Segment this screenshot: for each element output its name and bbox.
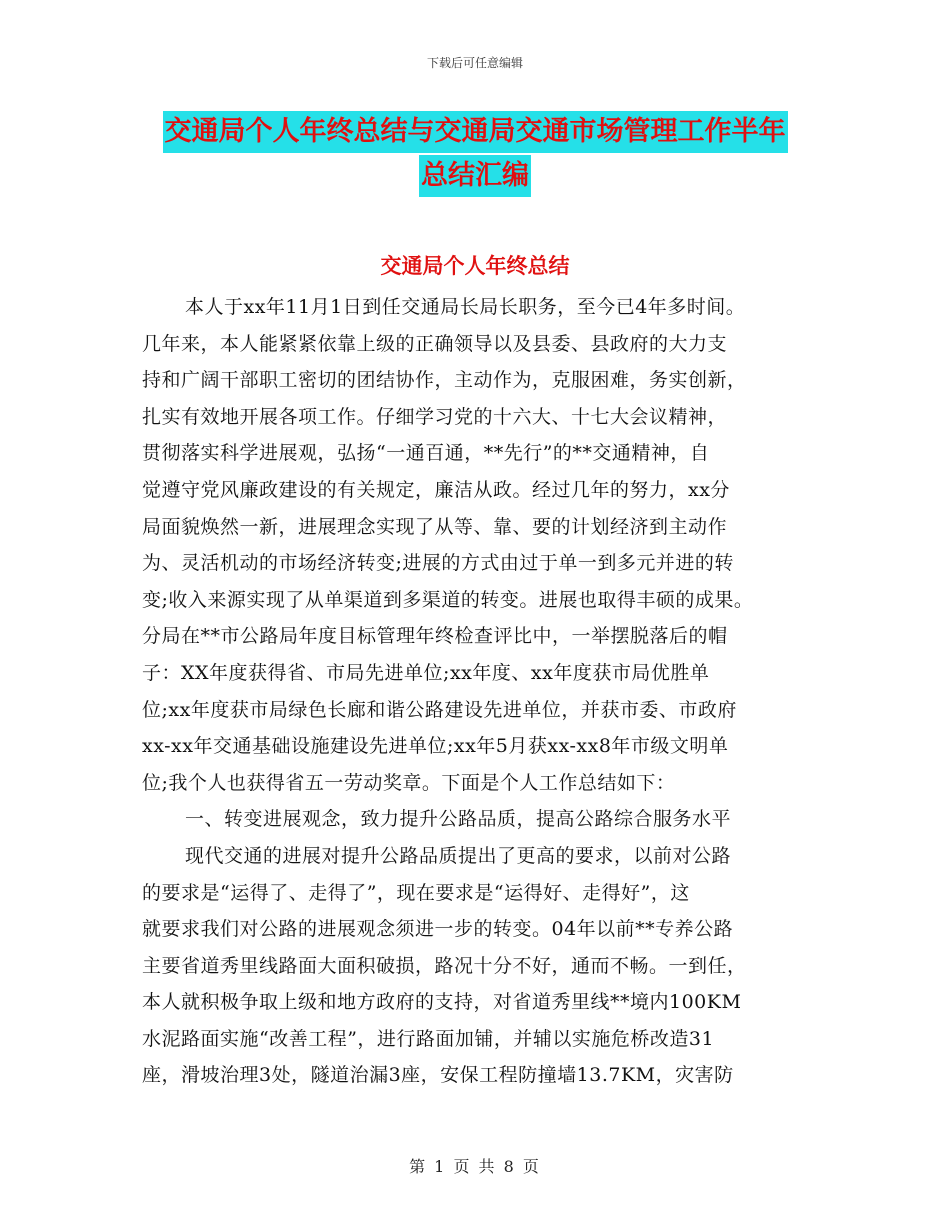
body-text: [142, 289, 832, 1094]
document-title: [0, 110, 950, 198]
paragraph-line: 位;我个人也获得省五一劳动奖章。下面是个人工作总结如下：: [142, 771, 676, 794]
paragraph-line: 本人就积极争取上级和地方政府的支持，对省道秀里线**境内100KM: [142, 991, 742, 1014]
section-title: 交通局个人年终总结: [380, 254, 570, 278]
paragraph-line: 变;收入来源实现了从单渠道到多渠道的转变。进展也取得丰硕的成果。: [142, 588, 754, 611]
page-footer: 第 1 页 共 8 页: [409, 1157, 541, 1176]
paragraph-line: 就要求我们对公路的进展观念须进一步的转变。04年以前**专养公路: [142, 918, 734, 941]
paragraph-line: 现代交通的进展对提升公路品质提出了更高的要求，以前对公路: [185, 844, 732, 867]
paragraph-line: 局面貌焕然一新，进展理念实现了从等、靠、要的计划经济到主动作: [142, 515, 728, 538]
paragraph-line: 水泥路面实施“改善工程”，进行路面加铺，并辅以实施危桥改造31: [142, 1027, 715, 1050]
paragraph-line: 位;xx年度获市局绿色长廊和谐公路建设先进单位，并获市委、市政府: [142, 698, 737, 721]
paragraph-line: 主要省道秀里线路面大面积破损，路况十分不好，通而不畅。一到任，: [142, 954, 747, 977]
paragraph-line: 座，滑坡治理3处，隧道治漏3座，安保工程防撞墙13.7KM，灾害防: [142, 1064, 734, 1087]
paragraph-line: 本人于xx年11月1日到任交通局长局长职务，至今已4年多时间。: [185, 296, 746, 318]
subheading-line: 一、转变进展观念，致力提升公路品质，提高公路综合服务水平: [185, 808, 732, 831]
paragraph-line: 觉遵守党风廉政建设的有关规定，廉洁从政。经过几年的努力，xx分: [142, 478, 730, 501]
paragraph-line: 分局在**市公路局年度目标管理年终检查评比中，一举摆脱落后的帽: [142, 625, 728, 648]
title-line-1: 交通局个人年终总结与交通局交通市场管理工作半年: [163, 111, 788, 153]
paragraph-line: xx-xx年交通基础设施建设先进单位;xx年5月获xx-xx8年市级文明单: [142, 735, 729, 758]
paragraph-line: 几年来，本人能紧紧依靠上级的正确领导以及县委、县政府的大力支: [142, 332, 728, 355]
paragraph-line: 子：XX年度获得省、市局先进单位;xx年度、xx年度获市局优胜单: [142, 661, 710, 684]
title-line-2: 总结汇编: [419, 155, 531, 197]
paragraph-line: 持和广阔干部职工密切的团结协作，主动作为，克服困难，务实创新，: [142, 369, 747, 392]
paragraph-line: 扎实有效地开展各项工作。仔细学习党的十六大、十七大会议精神，: [142, 405, 728, 428]
paragraph-line: 贯彻落实科学进展观，弘扬“一通百通，**先行”的**交通精神，自: [142, 442, 710, 465]
paragraph-line: 的要求是“运得了、走得了”，现在要求是“运得好、走得好”，这: [142, 881, 690, 904]
header-note: 下载后可任意编辑: [426, 56, 523, 70]
paragraph-line: 为、灵活机动的市场经济转变;进展的方式由过于单一到多元并进的转: [142, 552, 734, 575]
